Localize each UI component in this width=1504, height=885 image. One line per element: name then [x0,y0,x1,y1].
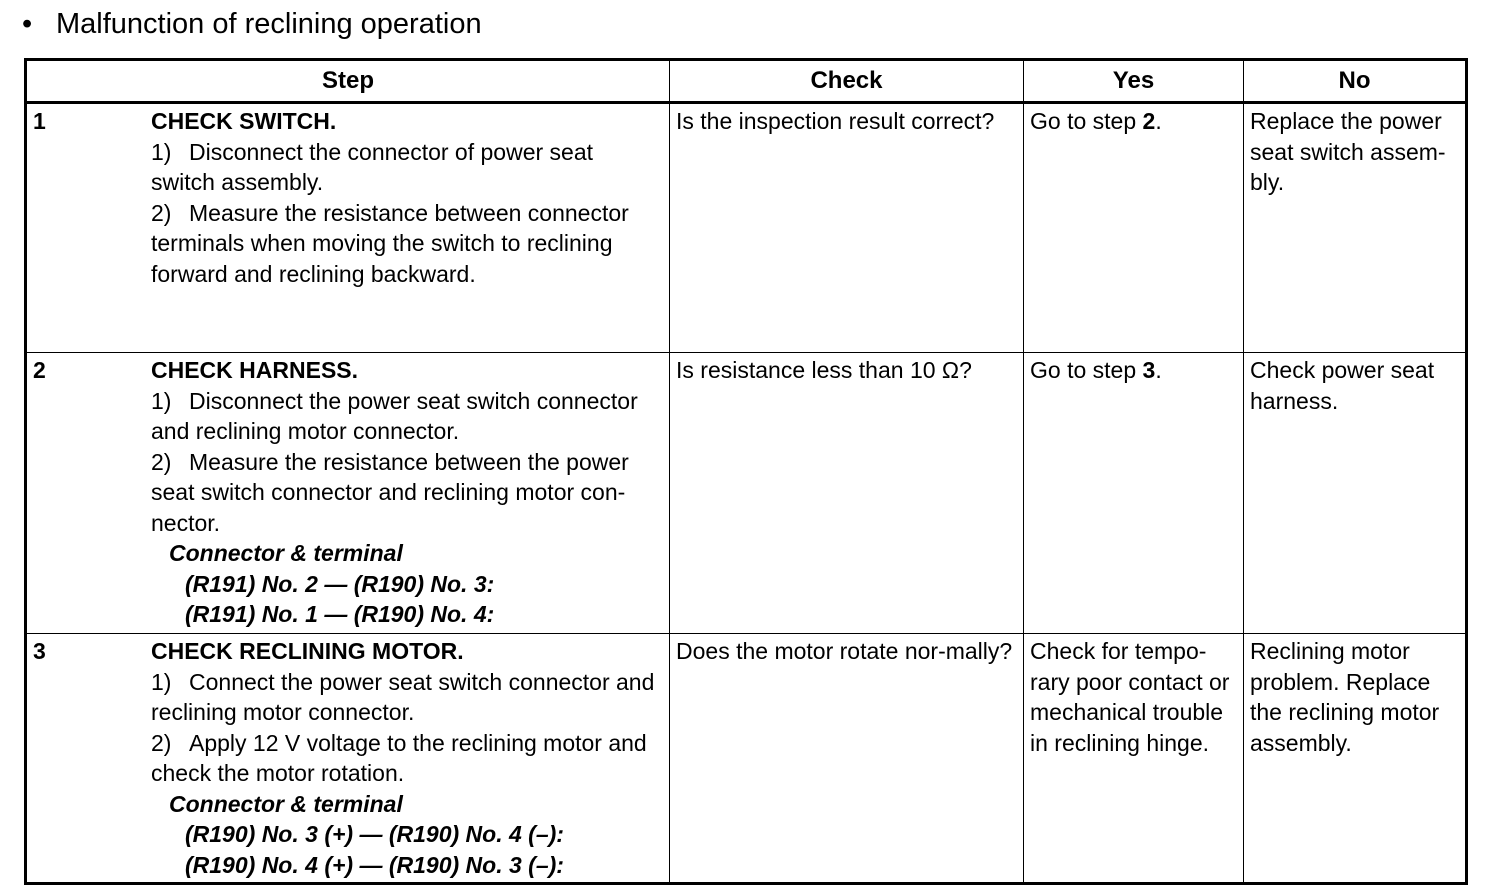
step-item: 2) Measure the resistance between the power seat switch connector and reclining motor con-nector. [151,448,629,536]
check-cell: Is the inspection result correct? [670,103,1024,353]
column-header-step: Step [26,60,670,103]
step-reference: 3 [1142,357,1156,383]
step-item: 1) Connect the power seat switch connector and reclining motor connector. [151,668,655,725]
bullet-icon: • [22,8,33,40]
check-cell: Does the motor rotate nor-mally? [670,634,1024,884]
step-number: 1 [33,108,46,134]
connector-terminal-line: (R190) No. 4 (+) — (R190) No. 3 (–): [185,851,564,878]
step-title: CHECK SWITCH. [151,108,337,134]
connector-terminal-title: Connector & terminal [169,540,403,566]
step-title: CHECK HARNESS. [151,357,359,383]
column-header-check: Check [670,60,1024,103]
yes-cell: Go to step 2. [1024,103,1244,353]
table-header-row [26,60,1467,103]
no-cell: Check power seat harness. [1244,353,1467,634]
section-heading-text: Malfunction of reclining operation [56,8,482,40]
connector-terminal-line: (R190) No. 3 (+) — (R190) No. 4 (–): [185,821,564,847]
connector-terminal-line: (R191) No. 1 — (R190) No. 4: [185,601,495,627]
yes-cell: Check for tempo-rary poor contact or mechanical trouble in reclining hinge. [1024,634,1244,884]
yes-cell: Go to step 3. [1024,353,1244,634]
step-item: 2) Measure the resistance between connector terminals when moving the switch to reclining forward and reclining backward. [151,199,629,287]
step-cell [26,353,670,634]
connector-terminal-title: Connector & terminal [169,790,403,817]
step-number: 3 [33,638,46,664]
column-header-no: No [1244,60,1467,103]
check-cell: Is resistance less than 10 Ω? [670,353,1024,634]
column-header-yes: Yes [1024,60,1244,103]
table-row [26,634,1467,884]
step-number: 2 [33,357,46,383]
no-cell: Reclining motor problem. Replace the reclining motor assembly. [1244,634,1467,884]
step-cell [26,103,670,353]
connector-terminal-line: (R191) No. 2 — (R190) No. 3: [185,570,495,597]
no-cell: Replace the power seat switch assem-bly. [1244,103,1467,353]
step-item: 1) Disconnect the power seat switch connector and reclining motor connector. [151,387,638,444]
step-cell [26,634,670,884]
step-reference: 2 [1142,108,1156,134]
step-item: 1) Disconnect the connector of power seat switch assembly. [151,138,594,195]
step-item: 2) Apply 12 V voltage to the reclining motor and check the motor rotation. [151,729,647,786]
diagnostic-table [24,58,1468,885]
step-title: CHECK RECLINING MOTOR. [151,638,464,664]
table-row [26,353,1467,634]
section-heading [22,4,482,44]
table-row [26,103,1467,353]
